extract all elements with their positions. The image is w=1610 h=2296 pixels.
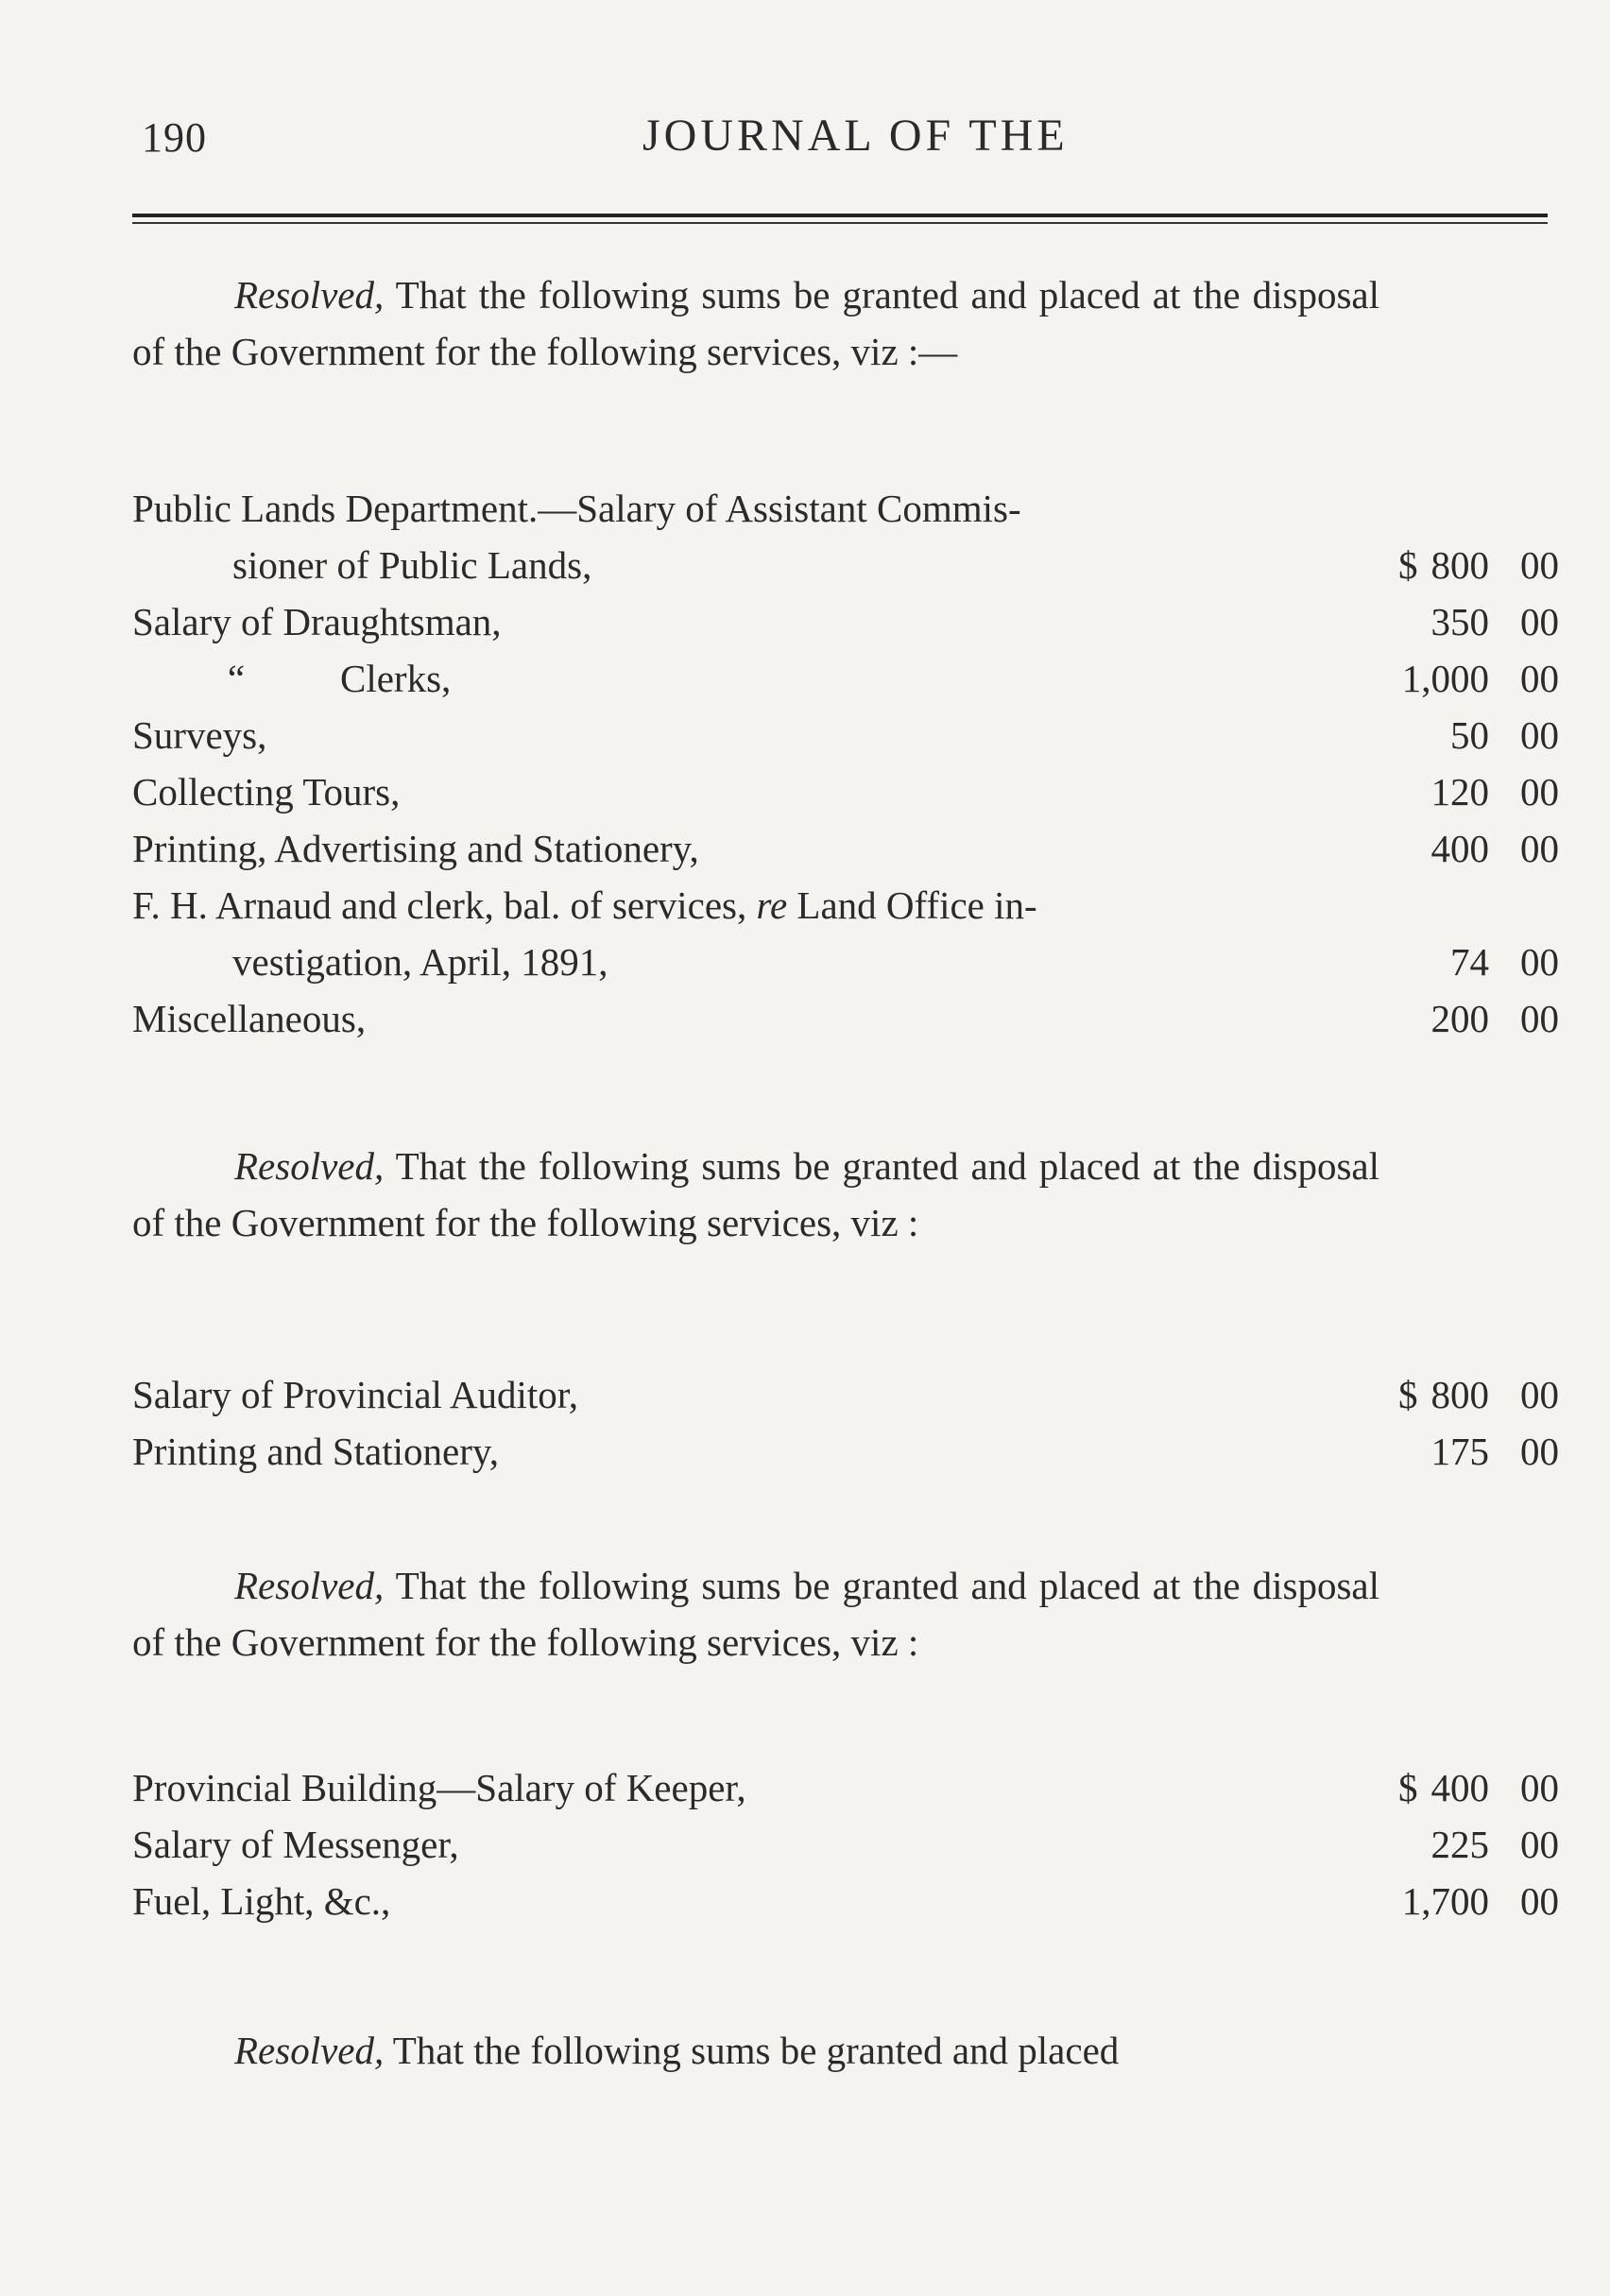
amount-cents: 00 xyxy=(1520,1879,1559,1923)
item-description-line1-a: F. H. Arnaud and clerk, bal. of services, xyxy=(132,883,747,927)
dollar-sign: $ xyxy=(1398,1373,1418,1416)
amount-cents: 00 xyxy=(1520,657,1559,700)
amount-cents: 00 xyxy=(1520,940,1559,984)
resolution-paragraph xyxy=(132,2022,1379,2079)
resolution-text: That the following sums be granted and placed at the disposal of the Government for the following services, viz : xyxy=(132,1144,1379,1244)
item-description: Salary of Messenger, xyxy=(132,1823,459,1866)
amount-dollars: 175 xyxy=(1430,1430,1489,1473)
item-amount xyxy=(1313,537,1559,593)
resolution-paragraph xyxy=(132,1557,1379,1671)
resolution-4 xyxy=(132,2022,1379,2079)
list-item xyxy=(132,1873,1559,1929)
resolution-1 xyxy=(132,266,1379,380)
item-description: Miscellaneous, xyxy=(132,997,367,1040)
item-amount xyxy=(1313,1816,1559,1873)
resolved-label: Resolved, xyxy=(234,1144,385,1188)
list-item xyxy=(132,877,1559,990)
item-description-line2: sioner of Public Lands, xyxy=(232,543,592,587)
item-description: Salary of Draughtsman, xyxy=(132,600,502,643)
amount-dollars: 800 xyxy=(1430,543,1489,587)
resolution-2 xyxy=(132,1138,1379,1251)
amount-dollars: 1,700 xyxy=(1401,1879,1489,1923)
resolution-paragraph xyxy=(132,1138,1379,1251)
item-amount xyxy=(1313,650,1559,707)
page-number: 190 xyxy=(142,114,207,161)
item-amount xyxy=(1313,820,1559,877)
item-description: Provincial Building—Salary of Keeper, xyxy=(132,1766,746,1809)
amount-cents: 00 xyxy=(1520,543,1559,587)
list-item xyxy=(132,707,1559,763)
list-item xyxy=(132,480,1559,593)
item-amount xyxy=(1313,1759,1559,1816)
item-amount xyxy=(1313,707,1559,763)
list-item xyxy=(132,1366,1559,1423)
item-amount xyxy=(1313,1366,1559,1423)
items-list-2 xyxy=(132,1366,1559,1480)
item-description: Printing, Advertising and Stationery, xyxy=(132,827,699,870)
amount-dollars: 50 xyxy=(1450,713,1489,757)
amount-dollars: 225 xyxy=(1430,1823,1489,1866)
resolution-paragraph xyxy=(132,266,1379,380)
item-description: Salary of Provincial Auditor, xyxy=(132,1373,579,1416)
amount-cents: 00 xyxy=(1520,1823,1559,1866)
header-rule xyxy=(132,214,1548,227)
list-item xyxy=(132,763,1559,820)
resolution-3 xyxy=(132,1557,1379,1671)
amount-dollars: 400 xyxy=(1430,827,1489,870)
list-item xyxy=(132,820,1559,877)
dollar-sign: $ xyxy=(1398,1766,1418,1809)
resolved-label: Resolved, xyxy=(234,1564,385,1607)
resolution-text: That the following sums be granted and placed at the disposal of the Government for the following services, viz : xyxy=(132,1564,1379,1664)
item-amount xyxy=(1313,934,1559,990)
amount-dollars: 200 xyxy=(1430,997,1489,1040)
list-item xyxy=(132,650,1559,707)
item-description-line1-b: Land Office in- xyxy=(796,883,1037,927)
amount-dollars: 800 xyxy=(1430,1373,1489,1416)
amount-dollars: 350 xyxy=(1430,600,1489,643)
item-description: Collecting Tours, xyxy=(132,770,401,814)
items-list-3 xyxy=(132,1759,1559,1929)
amount-dollars: 74 xyxy=(1450,940,1489,984)
item-description-line1: Public Lands Department.—Salary of Assistant Commis- xyxy=(132,487,1021,530)
item-amount xyxy=(1313,1873,1559,1929)
list-item xyxy=(132,1423,1559,1480)
amount-dollars: 120 xyxy=(1430,770,1489,814)
list-item xyxy=(132,1759,1559,1816)
amount-cents: 00 xyxy=(1520,827,1559,870)
item-amount xyxy=(1313,593,1559,650)
item-description: Fuel, Light, &c., xyxy=(132,1879,391,1923)
dollar-sign: $ xyxy=(1398,543,1418,587)
list-item xyxy=(132,593,1559,650)
header-rule-thick xyxy=(132,214,1548,217)
amount-dollars: 1,000 xyxy=(1401,657,1489,700)
amount-cents: 00 xyxy=(1520,770,1559,814)
amount-cents: 00 xyxy=(1520,1430,1559,1473)
resolution-text: That the following sums be granted and placed xyxy=(392,2029,1120,2072)
amount-cents: 00 xyxy=(1520,713,1559,757)
amount-dollars: 400 xyxy=(1430,1766,1489,1809)
item-description-text: Clerks, xyxy=(340,657,452,700)
amount-cents: 00 xyxy=(1520,600,1559,643)
item-amount xyxy=(1313,990,1559,1047)
resolved-label: Resolved, xyxy=(234,2029,385,2072)
amount-cents: 00 xyxy=(1520,1373,1559,1416)
resolved-label: Resolved, xyxy=(234,273,385,317)
item-description-line1 xyxy=(132,883,1037,927)
page-header xyxy=(132,106,1550,172)
list-item xyxy=(132,1816,1559,1873)
item-amount xyxy=(1313,763,1559,820)
item-description-line2: vestigation, April, 1891, xyxy=(232,940,608,984)
item-description: Surveys, xyxy=(132,713,267,757)
item-description: Printing and Stationery, xyxy=(132,1430,499,1473)
list-item xyxy=(132,990,1559,1047)
resolution-text: That the following sums be granted and placed at the disposal of the Government for the following services, viz :— xyxy=(132,273,1379,373)
item-amount xyxy=(1313,1423,1559,1480)
re-word: re xyxy=(756,883,788,927)
header-rule-thin xyxy=(132,222,1548,224)
amount-cents: 00 xyxy=(1520,997,1559,1040)
running-head: JOURNAL OF THE xyxy=(642,111,1069,161)
items-list-1 xyxy=(132,480,1559,1047)
ditto-mark: “ xyxy=(227,657,246,700)
amount-cents: 00 xyxy=(1520,1766,1559,1809)
